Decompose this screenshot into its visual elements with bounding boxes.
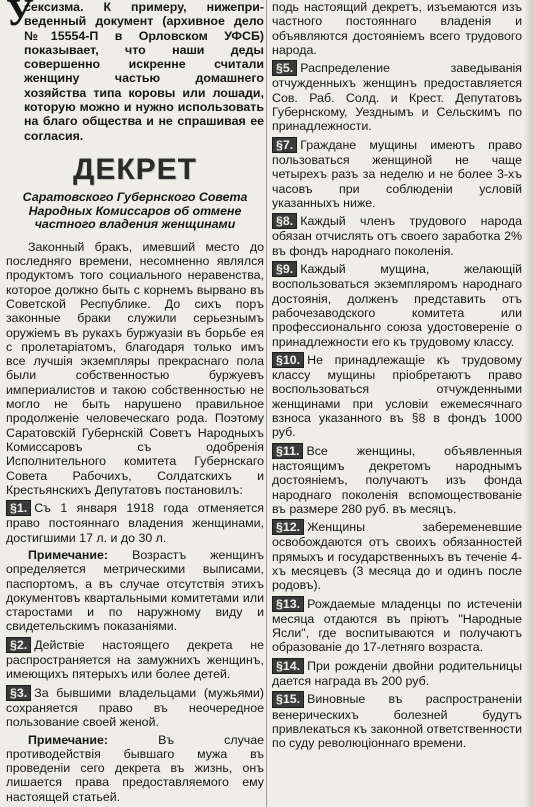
- note-label: Примечание:: [28, 732, 109, 747]
- section-14: [272, 658, 522, 689]
- intro-text: сексизма. К примеру, нижепри-веденный документ (архивное дело №15554-П в Орловском УФСБ) показывает, что наши деды совершенно искренне считали женщину частью домашнего хозяйства типа коровы или лошади, которую можно и нужно использовать на благо общества и не спрашивая ее согласия.: [24, 0, 264, 143]
- section-number: §10.: [272, 352, 304, 368]
- section-10: [272, 352, 522, 440]
- section-number: §2.: [6, 637, 31, 653]
- note-text: Возрастъ женщинъ определяется метрическими выписами, паспортомъ, а въ случае отсутствiя этихъ документовъ квартальными комитетами или старостами и по наружному виду и свидетельскимъ показанiями.: [6, 547, 264, 634]
- section-number: §13.: [272, 596, 304, 612]
- drop-cap: У: [6, 0, 34, 34]
- section-12: [272, 519, 522, 592]
- continuation-text: подь настоящий декретъ, изъемаются изъ частного постояннаго владенiя и объявляются достоянiемъ всего трудового народа.: [272, 0, 522, 57]
- section-number: §7.: [272, 137, 297, 153]
- page-edge-shadow: [524, 0, 533, 807]
- section-text: Рождаемые младенцы по истеченiи месяца отдаются въ прiютъ "Народные Ясли", где воспитываются и получаютъ образованiе до 17-летняго возраста.: [272, 596, 522, 655]
- section-text: Все женщины, объявленныя настоящимъ декретомъ народнымъ достоянiемъ, получаютъ изъ фонда народнаго поколенiя вспомоществованiе въ размере 280 руб. въ месяцъ.: [272, 443, 522, 516]
- section-text: Женщины забеременевшие освобождаются отъ своихъ обязанностей прямыхъ и государственныхъ въ теченiе 4-хъ месяцевъ (3 месяца до и одинъ после родовъ).: [272, 520, 522, 593]
- section-3: [6, 685, 264, 730]
- section-5: [272, 60, 522, 133]
- section-text: Действiе настоящего декрета не распространяется на замужнихъ женщинъ, имеющихъ пятерыхъ или более детей.: [6, 637, 264, 682]
- section-13: [272, 596, 522, 655]
- subheadline: Саратовского Губернского Совета Народных Комиссаров об отмене частного владения женщинами: [22, 189, 248, 232]
- section-2: [6, 637, 264, 682]
- section-number: §3.: [6, 685, 31, 701]
- section-number: §5.: [272, 60, 297, 76]
- section-number: §11.: [272, 443, 303, 459]
- section-7: [272, 137, 522, 210]
- note-label: Примечание:: [28, 547, 109, 562]
- column-divider: [266, 0, 267, 807]
- section-number: §8.: [272, 213, 297, 229]
- section-text: Каждый членъ трудового народа обязан отчислять отъ своего заработка 2% въ фондъ народнаго поколенiя.: [272, 214, 522, 258]
- section-15: [272, 691, 522, 750]
- headline: ДЕКРЕТ: [72, 152, 198, 186]
- section-11: [272, 443, 522, 516]
- section-text: Каждый мущина, желающiй воспользоваться экземпляромъ народнаго достоянiя, долженъ представить отъ рабочезаводского комитета или профессиональнго союза удостоверенiе о принадлежности его къ трудовому классу.: [272, 262, 522, 349]
- note-3: [6, 733, 264, 804]
- section-text: Граждане мущины имеютъ право пользоваться женщиной не чаще четырехъ разъ за неделю и не более 3-хъ часовъ при соблюденiи условiй указанныхъ ниже.: [272, 137, 522, 210]
- section-number: §1.: [6, 500, 31, 516]
- section-number: §14.: [272, 658, 304, 674]
- note-1: [6, 548, 264, 634]
- section-8: [272, 213, 522, 258]
- section-text: При рожденiи двойни родительницы дается награда въ 200 руб.: [272, 658, 522, 689]
- section-number: §15.: [272, 691, 304, 707]
- section-9: [272, 261, 522, 349]
- intro-paragraph: [6, 0, 264, 143]
- right-column: [272, 0, 522, 807]
- left-column: [6, 0, 264, 807]
- section-number: §9.: [272, 261, 297, 277]
- section-text: Съ 1 января 1918 года отменяется право постояннаго владения женщинами, достигшими 17 л. и до 30 л.: [6, 501, 264, 545]
- section-text: Виновные въ распространенiи венерическихъ болезней будутъ привлекаться къ законной ответственности по суду революцiоннаго времени.: [272, 692, 522, 751]
- section-text: Не принадлежащiе къ трудовому классу мущины прiобретаютъ право воспользоваться отчужденными женщинами при условiи ежемесячнаго взноса указанного въ §8 в фондъ 1000 руб.: [272, 352, 522, 440]
- section-number: §12.: [272, 519, 304, 535]
- section-text: Распределение заведыванiя отчужденныхъ женщинъ предоставляется Сов. Раб. Солд. и Крест. Депутатовъ Губернскому, Уезднымъ и Сельскимъ по принадлежности.: [272, 61, 522, 134]
- section-1: [6, 500, 264, 545]
- section-text: За бывшими владельцами (мужьями) сохраняется право въ неочередное пользование своей женой.: [6, 685, 264, 730]
- preamble: Законный бракъ, имевший место до последняго времени, несомненно являлся продуктомъ того социального неравенства, которое должно быть с корнемъ вырвано въ Советской Республике. До сихъ поръ законные браки служили серьезнымъ оружiемъ въ рукахъ буржуазiи въ борьбе ея с пролетарiатомъ, благодаря только имъ все лучшiя экземпляры прекраснаго пола были собственностью буржуевъ империалистов и такою собственностью не могло не быть нарушено правильное продолженiе человеческаго рода. Поэтому Саратовскiй Губернскiй Советъ Народныхъ Комиссаровъ съ одобренiя Исполнительного комитета Губернскаго Совета Рабочихъ, Солдатскихъ и Крестьянскихъ Депутатовъ постановилъ:: [6, 239, 264, 497]
- note-text: Въ случае противодействiя бывшаго мужа въ проведенiи сего декрета въ жизнь, онъ лишается права предоставляемого ему настоящей статьей.: [6, 732, 264, 804]
